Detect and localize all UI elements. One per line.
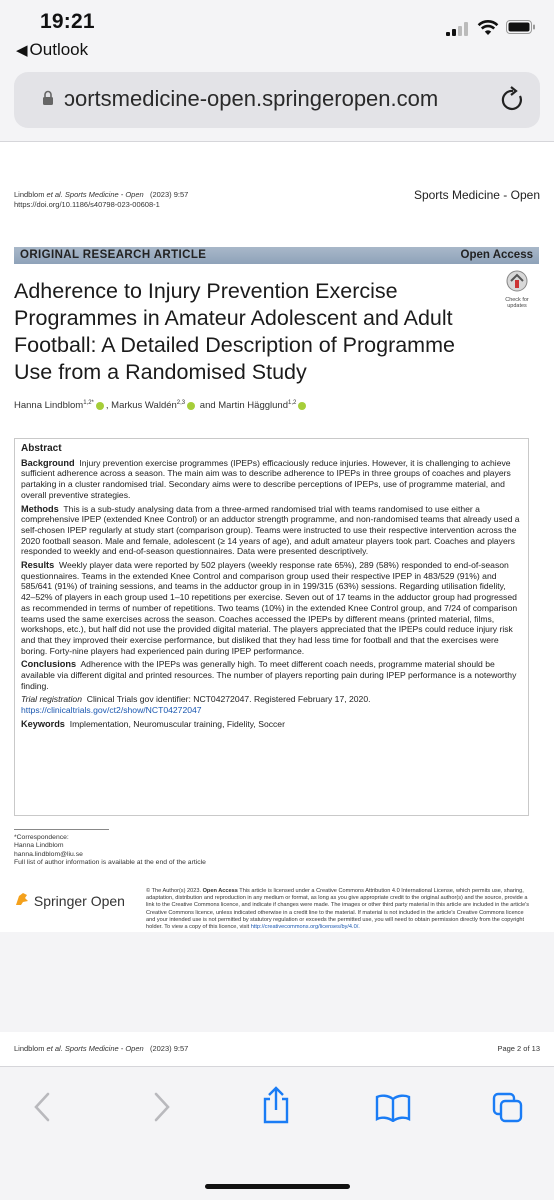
orcid-icon[interactable] <box>298 402 306 410</box>
section-label: Results <box>21 560 55 571</box>
citation-year: (2023) 9:57 <box>149 1044 189 1053</box>
section-text: Clinical Trials gov identifier: NCT04272047. Registered February 17, 2020. <box>86 694 371 705</box>
citation-author: Lindblom <box>14 1044 45 1053</box>
article-title: Adherence to Injury Prevention Exercise Programmes in Amateur Adolescent and Adult Football: A Detailed Description of Programme Use from a Randomised Study <box>14 279 455 384</box>
safari-toolbar <box>0 1066 554 1200</box>
citation-year: (2023) 9:57 <box>149 190 189 199</box>
back-arrow-icon[interactable] <box>32 1092 52 1122</box>
footnote-divider <box>14 829 109 830</box>
reload-icon[interactable] <box>500 86 526 114</box>
author-affiliation: 1,2 <box>287 400 297 406</box>
corr-note: Full list of author information is available at the end of the article <box>14 859 206 867</box>
author-affiliation: 2,3 <box>176 400 186 406</box>
back-app-label: Outlook <box>29 40 89 59</box>
corr-email[interactable]: hanna.lindblom@liu.se <box>14 850 83 858</box>
springer-open-logo <box>14 892 125 909</box>
forward-arrow-icon[interactable] <box>152 1092 172 1122</box>
citation-author: Lindblom <box>14 190 45 199</box>
status-time: 19:21 <box>40 10 95 33</box>
publisher-name: Springer Open <box>33 893 125 909</box>
tabs-icon[interactable] <box>492 1092 524 1124</box>
bookmarks-icon[interactable] <box>375 1094 411 1122</box>
section-label: Background <box>21 457 75 468</box>
corr-label: *Correspondence: <box>14 834 69 841</box>
crossmark-badge[interactable] <box>502 270 532 309</box>
pdf-page[interactable] <box>0 142 554 932</box>
citation-etal: et al. <box>46 190 63 199</box>
open-access-label: Open Access <box>460 249 533 261</box>
home-indicator <box>205 1184 350 1189</box>
citation-journal: Sports Medicine - Open <box>64 190 144 199</box>
license-open: Open Access <box>202 888 238 894</box>
journal-name: Sports Medicine - Open <box>413 188 540 202</box>
license-text <box>146 888 531 931</box>
section-label: Trial registration <box>21 694 82 705</box>
abstract-conclusions <box>21 659 522 691</box>
author-list <box>14 400 308 411</box>
address-bar[interactable] <box>14 72 540 128</box>
section-text: Injury prevention exercise programmes (IPEPs) efficaciously reduce injuries. However, it is challenging to achieve sufficient adherence across a season. The main aim was to describe adherence to IPEPs in three groups of coaches and players partaking in a cluster randomised trial. Secondary aims were to describe perceptions of IPEPs, use of programme material, and overall preventive strategies. <box>21 457 511 500</box>
battery-icon <box>506 20 536 35</box>
citation-header <box>14 190 188 210</box>
section-label: Methods <box>21 503 59 514</box>
section-text: Weekly player data were reported by 502 players (weekly response rate 65%), 289 (58%) responded to end-of-season questionnaires. Teams in the extended Knee Control and comparison group used their respective IPEP in 483/529 (91%) and 585/641 (91%) of training sessions, and teams in the adductor group in in 199/315 (63%) sessions. Regarding utilisation fidelity, 42–52% of players in each group used 1–10 repetitions per exercise. Seven out of 17 teams in the adductor group had progressed as recommended in terms of number of repetitions. Two teams (10%) in the extended Knee Control group, and 7/24 of comparison teams used the same exercises across the season. Coaches accessed the IPEPs by different means (printed material, films, workshops, etc.), but half did not use the provided digital material. The players appreciated that the IPEPs could reduce injury risk and that they improved their exercise performance, but disliked that they had less time for football and that the exercises were boring. Forty-nine players had experienced pain during IPEP performance. <box>21 560 518 656</box>
abstract-heading: Abstract <box>21 443 62 454</box>
license-copyright: © The Author(s) 2023. <box>146 888 202 894</box>
lock-icon <box>42 90 54 106</box>
section-label: Keywords <box>21 718 65 729</box>
author-name[interactable]: and Martin Hägglund <box>197 400 288 412</box>
corr-name: Hanna Lindblom <box>14 842 64 850</box>
pdf-page-2[interactable] <box>0 1032 554 1066</box>
abstract-trial <box>21 694 522 715</box>
correspondence-note <box>14 834 206 868</box>
abstract-methods <box>21 504 522 558</box>
toolbar-top-divider <box>0 1066 554 1067</box>
abstract-results <box>21 560 522 656</box>
abstract-keywords <box>21 719 522 730</box>
section-text: Implementation, Neuromuscular training, Fidelity, Soccer <box>69 718 285 729</box>
article-type: ORIGINAL RESEARCH ARTICLE <box>20 249 207 261</box>
author-name[interactable]: Hanna Lindblom <box>14 400 84 412</box>
section-label: Conclusions <box>21 659 77 670</box>
springer-horse-icon <box>14 892 30 906</box>
section-text: This is a sub-study analysing data from a three-armed randomised trial with teams randomised to use either a comprehensive IPEP (extended Knee Control) or an adductor strength programme, and non-randomised teams that already used a self-chosen IPEP regularly at study start (comparison group). Teams were instructed to use their respective intervention across the 2020 football season. Male and female, adolescent (≥ 14 years of age), and adult amateur players took part. Coaches and players responded to weekly and end-of-season questionnaires. Data were presented descriptively. <box>21 503 520 557</box>
back-chevron-icon: ◀ <box>16 42 28 59</box>
abstract-box <box>14 438 529 816</box>
trial-link[interactable]: https://clinicaltrials.gov/ct2/show/NCT04272047 <box>21 705 202 716</box>
license-body: This article is licensed under a Creative Commons Attribution 4.0 International License, which permits use, sharing, adaptation, distribution and reproduction in any medium or format, as long as you give appropriate credit to the original author(s) and the source, provide a link to the Creative Commons licence, and indicate if changes were made. The images or other third party material in this article are included in the article's Creative Commons licence, unless indicated otherwise in a credit line to the material. If material is not included in the article's Creative Commons licence and your intended use is not permitted by statutory regulation or exceeds the permitted use, you will need to obtain permission directly from the copyright holder. To view a copy of this licence, visit <box>146 888 530 931</box>
author-affiliation: 1,2* <box>83 400 94 406</box>
citation-etal: et al. <box>46 1044 63 1053</box>
crossmark-icon <box>502 270 532 292</box>
abstract-background <box>21 458 522 501</box>
author-name[interactable]: , Markus Waldén <box>105 400 177 412</box>
doi-link[interactable]: https://doi.org/10.1186/s40798-023-00608-1 <box>14 200 160 209</box>
page2-citation <box>14 1044 188 1053</box>
cellular-signal-icon <box>446 22 470 36</box>
page-number: Page 2 of 13 <box>497 1044 540 1053</box>
wifi-icon <box>477 19 499 36</box>
url-text: ɔortsmedicine-open.springeropen.com <box>64 86 439 111</box>
license-link[interactable]: http://creativecommons.org/licenses/by/4.0/. <box>250 924 360 931</box>
share-icon[interactable] <box>260 1086 292 1124</box>
article-type-bar <box>14 247 539 264</box>
citation-journal: Sports Medicine - Open <box>64 1044 144 1053</box>
back-to-app-button[interactable] <box>16 40 88 60</box>
orcid-icon[interactable] <box>96 402 104 410</box>
section-text: Adherence with the IPEPs was generally high. To meet different coach needs, programme material should be available via different digital and printed resources. The number of players reporting pain during IPEP performance is a noteworthy finding. <box>21 659 517 691</box>
orcid-icon[interactable] <box>187 402 195 410</box>
crossmark-label: Check for updates <box>505 297 529 309</box>
status-bar <box>0 0 554 64</box>
